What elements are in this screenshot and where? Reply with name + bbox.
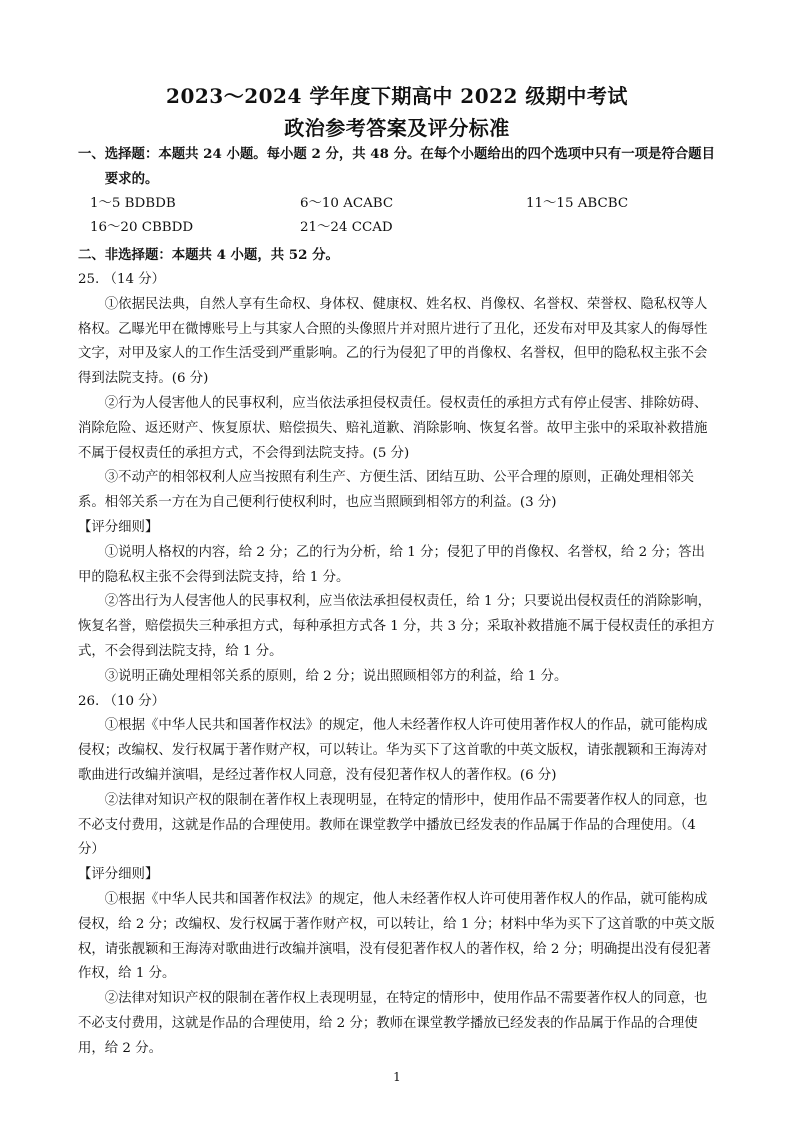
q26-header: 26. （10 分） bbox=[78, 693, 166, 709]
mc-answer-group: 21～24 CCAD bbox=[300, 220, 393, 236]
q26-rubric-1: ①根据《中华人民共和国著作权法》的规定，他人未经著作权人许可使用著作权人的作品，就可能构成侵权，给 2 分；改编权、发行权属于著作财产权，可以转让，给 1 分；材料中华为买下了这首歌的中英文版权，请张靓颖和王海涛对歌曲进行改编并演唱，没有侵犯著作权人的著作权，给 2 分；明确提出没有侵犯著作权，给 1 分。 bbox=[78, 891, 715, 982]
doc-body bbox=[78, 142, 718, 1061]
mc-answer-grid bbox=[78, 192, 718, 242]
doc-title: 2023～2024 学年度下期高中 2022 级期中考试 bbox=[166, 84, 628, 108]
q26-rubric-2: ②法律对知识产权的限制在著作权上表现明显，在特定的情形中，使用作品不需要著作权人的同意，也不必支付费用，这就是作品的合理使用，给 2 分；教师在课堂教学播放已经发表的作品属于作品的合理使用，给 2 分。 bbox=[78, 991, 708, 1056]
doc-subtitle: 政治参考答案及评分标准 bbox=[284, 116, 510, 140]
q25-rubric-1: ①说明人格权的内容，给 2 分；乙的行为分析，给 1 分；侵犯了甲的肖像权、名誉权，给 2 分；答出甲的隐私权主张不会得到法院支持，给 1 分。 bbox=[78, 544, 705, 585]
section1-heading: 一、选择题：本题共 24 小题。每小题 2 分，共 48 分。在每个小题给出的四个选项中只有一项是符合题目 bbox=[78, 146, 715, 162]
q25-answer-2: ②行为人侵害他人的民事权利，应当依法承担侵权责任。侵权责任的承担方式有停止侵害、排除妨碍、消除危险、返还财产、恢复原状、赔偿损失、赔礼道歉、消除影响、恢复名誉。故甲主张中的采取补救措施不属于侵权责任的承担方式，不会得到法院支持。(5 分) bbox=[78, 395, 708, 461]
q25-answer-1: ①依据民法典，自然人享有生命权、身体权、健康权、姓名权、肖像权、名誉权、荣誉权、隐私权等人格权。乙曝光甲在微博账号上与其家人合照的头像照片并对照片进行了丑化，还发布对甲及其家人的侮辱性文字，对甲及家人的工作生活受到严重影响。乙的行为侵犯了甲的肖像权、名誉权，但甲的隐私权主张不会得到法院支持。(6 分) bbox=[78, 296, 708, 387]
q26-answer-2: ②法律对知识产权的限制在著作权上表现明显，在特定的情形中，使用作品不需要著作权人的同意，也不必支付费用，这就是作品的合理使用。教师在课堂教学中播放已经发表的作品属于作品的合理使用。（4 分） bbox=[78, 792, 708, 858]
page-number: 1 bbox=[393, 1070, 401, 1084]
q26-answer-1: ①根据《中华人民共和国著作权法》的规定，他人未经著作权人许可使用著作权人的作品，就可能构成侵权；改编权、发行权属于著作财产权，可以转让。华为买下了这首歌的中英文版权，请张靓颖和王海涛对歌曲进行改编并演唱，是经过著作权人同意，没有侵犯著作权人的著作权。(6 分) bbox=[78, 718, 708, 783]
section2-heading: 二、非选择题：本题共 4 小题，共 52 分。 bbox=[78, 247, 339, 264]
q25-rubric-label: 【评分细则】 bbox=[78, 519, 159, 535]
mc-answer-group: 16～20 CBBDD bbox=[90, 220, 194, 236]
q25-answer-3: ③不动产的相邻权利人应当按照有利生产、方便生活、团结互助、公平合理的原则，正确处理相邻关系。相邻关系一方在为自己便利行使权利时，也应当照顾到相邻方的利益。(3 分) bbox=[78, 470, 694, 511]
mc-answer-group: 11～15 ABCBC bbox=[526, 195, 629, 211]
q26-rubric-label: 【评分细则】 bbox=[78, 867, 159, 883]
q25-rubric-3: ③说明正确处理相邻关系的原则，给 2 分；说出照顾相邻方的利益，给 1 分。 bbox=[104, 668, 568, 684]
mc-answer-group: 1～5 BDBDB bbox=[90, 195, 176, 211]
q25-header: 25. （14 分） bbox=[78, 271, 166, 287]
mc-answer-group: 6～10 ACABC bbox=[300, 195, 394, 211]
section1-heading-cont: 要求的。 bbox=[104, 170, 159, 187]
q25-rubric-2: ②答出行为人侵害他人的民事权利，应当依法承担侵权责任，给 1 分；只要说出侵权责任的消除影响，恢复名誉，赔偿损失三种承担方式，每种承担方式各 1 分，共 3 分；采取补救措施不属于侵权责任的承担方式，不会得到法院支持，给 1 分。 bbox=[78, 594, 715, 659]
